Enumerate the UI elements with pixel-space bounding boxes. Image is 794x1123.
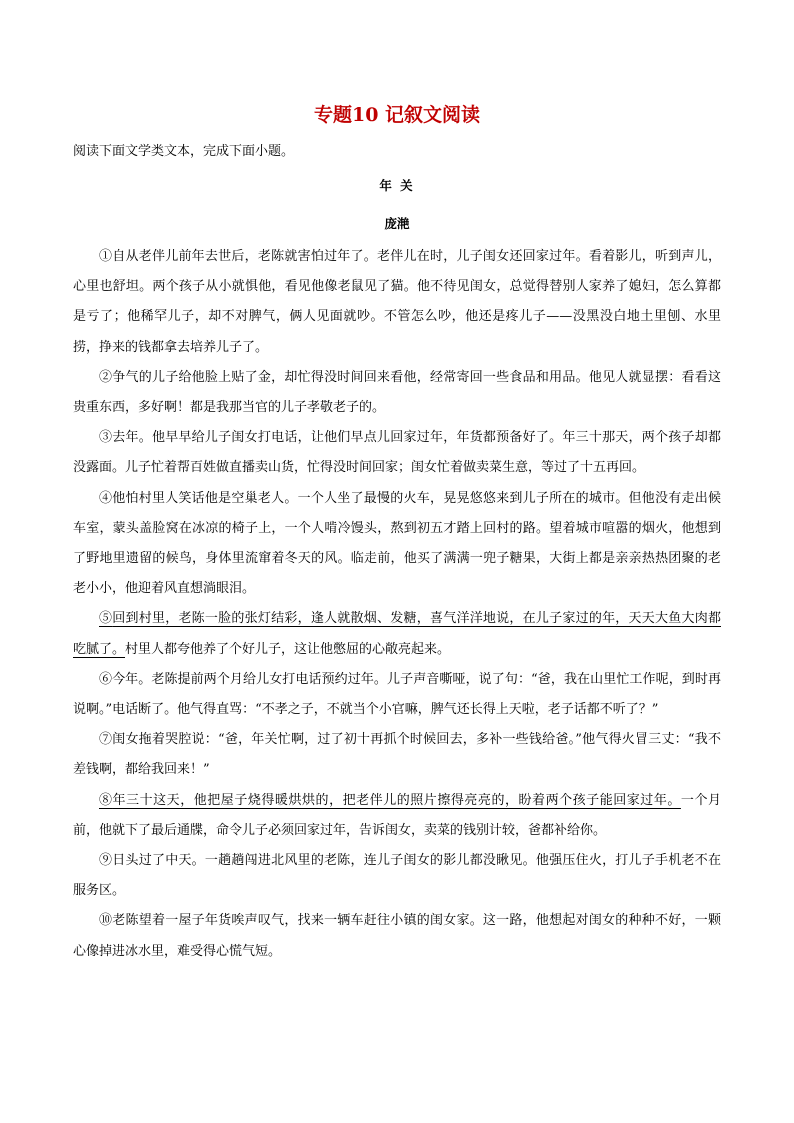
- paragraph-text: 争气的儿子给他脸上贴了金，却忙得没时间回来看他，经常寄回一些食品和用品。他见人就显摆：看看这贵重东西，多好啊！都是我那当官的儿子孝敬老子的。: [73, 369, 721, 416]
- paragraph-3: [73, 423, 721, 483]
- page-title: 专题10 记叙文阅读: [313, 104, 481, 126]
- story-author: 庞滟: [384, 216, 410, 231]
- paragraph-number: ⑧: [99, 792, 113, 808]
- reading-instruction: 阅读下面文学类文本，完成下面小题。: [73, 144, 295, 159]
- paragraph-number: ⑩: [99, 913, 113, 929]
- paragraph-9: [73, 846, 721, 906]
- story-body: [73, 242, 721, 967]
- paragraph-8: [73, 786, 721, 846]
- paragraph-number: ⑤: [99, 611, 113, 627]
- story-title: 年 关: [379, 178, 415, 193]
- paragraph-text: 自从老伴儿前年去世后，老陈就害怕过年了。老伴儿在时，儿子闺女还回家过年。看着影儿，听到声儿，心里也舒坦。两个孩子从小就惧他，看见他像老鼠见了猫。他不待见闺女，总觉得替别人家养了媳妇，怎么算都是亏了；他稀罕儿子，却不对脾气，俩人见面就吵。不管怎么吵，他还是疼儿子——没黑没白地土里刨、水里捞，挣来的钱都拿去培养儿子了。: [73, 249, 721, 355]
- paragraph-text: 日头过了中天。一趟趟闯进北风里的老陈，连儿子闺女的影儿都没瞅见。他强压住火，打儿子手机老不在服务区。: [73, 853, 721, 899]
- paragraph-number: ②: [99, 369, 113, 385]
- paragraph-6: [73, 665, 721, 725]
- paragraph-text: 村里人都夸他养了个好儿子，这让他憋屈的心敞亮起来。: [125, 641, 451, 657]
- paragraph-number: ③: [99, 430, 113, 446]
- paragraph-number: ④: [99, 490, 113, 506]
- paragraph-number: ⑨: [99, 853, 113, 869]
- underlined-sentence: 年三十这天，他把屋子烧得暖烘烘的，把老伴儿的照片擦得亮亮的，盼着两个孩子能回家过年。: [112, 792, 681, 808]
- underlined-sentence: 回到村里，老陈一脸的张灯结彩，逢人就散烟、发糖，喜气洋洋地说，在儿子家过的年，天天大鱼大肉都吃腻了。: [73, 611, 721, 657]
- paragraph-10: [73, 906, 721, 966]
- paragraph-1: [73, 242, 721, 363]
- paragraph-text: 老陈望着一屋子年货唉声叹气，找来一辆车赶往小镇的闺女家。这一路，他想起对闺女的种种不好，一颗心像掉进冰水里，难受得心慌气短。: [73, 913, 721, 959]
- paragraph-number: ①: [99, 249, 113, 264]
- paragraph-5: [73, 604, 721, 664]
- paragraph-text: 他怕村里人笑话他是空巢老人。一个人坐了最慢的火车，晃晃悠悠来到儿子所在的城市。但他没有走出候车室，蒙头盖脸窝在冰凉的椅子上，一个人啃冷馒头，熬到初五才踏上回村的路。望着城市喧嚣的烟火，他想到了野地里遗留的候鸟，身体里流窜着冬天的风。临走前，他买了满满一兜子糖果，大街上都是亲亲热热团聚的老老小小，他迎着风直想淌眼泪。: [73, 490, 721, 597]
- paragraph-4: [73, 484, 721, 605]
- paragraph-text: 一个月前，他就下了最后通牒，命令儿子必须回家过年，告诉闺女，卖菜的钱别计较，爸都补给你。: [73, 792, 721, 838]
- paragraph-text: 去年。他早早给儿子闺女打电话，让他们早点儿回家过年，年货都预备好了。年三十那天，两个孩子却都没露面。儿子忙着帮百姓做直播卖山货，忙得没时间回家；闺女忙着做卖菜生意，等过了十五再回。: [73, 430, 721, 476]
- paragraph-2: [73, 363, 721, 423]
- paragraph-7: [73, 725, 721, 785]
- paragraph-number: ⑦: [99, 732, 113, 748]
- paragraph-text: 今年。老陈提前两个月给儿女打电话预约过年。儿子声音嘶哑，说了句：“爸，我在山里忙工作呢，到时再说啊。”电话断了。他气得直骂：“不孝之子，不就当个小官嘛，脾气还长得上天啦，老子话都不听了？”: [73, 671, 721, 718]
- paragraph-number: ⑥: [99, 671, 113, 687]
- paragraph-text: 闺女拖着哭腔说：“爸，年关忙啊，过了初十再抓个时候回去，多补一些钱给爸。”他气得火冒三丈：“我不差钱啊，都给我回来！”: [73, 732, 721, 778]
